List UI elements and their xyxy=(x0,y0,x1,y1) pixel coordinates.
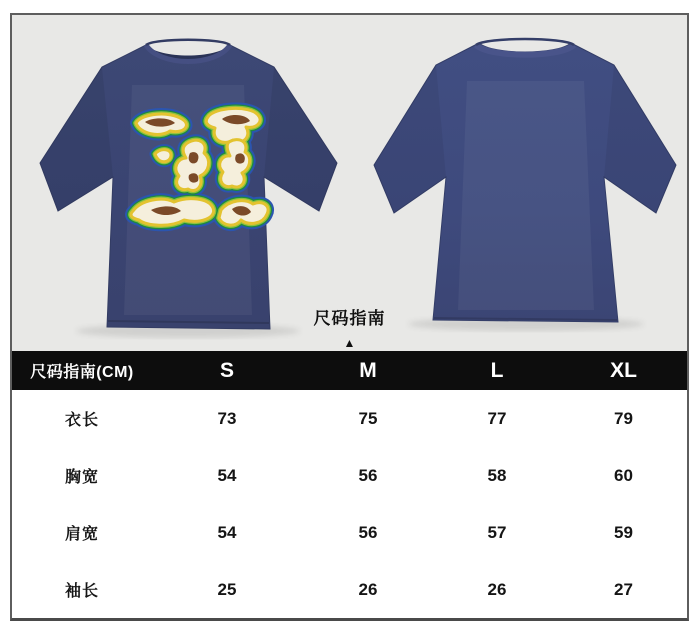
measurement-label: 袖长 xyxy=(64,583,99,600)
size-column-S: S xyxy=(219,358,234,382)
measurement-value: 77 xyxy=(487,408,507,428)
measurement-label: 衣长 xyxy=(64,412,99,429)
measurement-value: 79 xyxy=(614,408,633,428)
tshirt-back xyxy=(374,39,676,322)
measurement-value: 25 xyxy=(217,579,237,599)
size-column-M: M xyxy=(359,358,377,382)
triangle-up-icon: ▲ xyxy=(343,336,356,350)
measurement-value: 60 xyxy=(614,465,633,485)
tshirt-front xyxy=(40,40,337,329)
size-column-L: L xyxy=(490,358,504,382)
product-photo-area xyxy=(12,15,687,351)
tshirt-front-back-image xyxy=(12,15,687,351)
measurement-value: 26 xyxy=(358,579,378,599)
measurement-value: 59 xyxy=(614,522,633,542)
size-table xyxy=(12,390,687,618)
measurement-value: 57 xyxy=(487,522,507,542)
size-table-row xyxy=(12,390,687,447)
measurement-value: 54 xyxy=(217,522,237,542)
size-table-row xyxy=(12,504,687,561)
size-table-header-label: 尺码指南(CM) xyxy=(30,364,134,381)
size-guide-label: 尺码指南 xyxy=(313,309,386,328)
measurement-label: 肩宽 xyxy=(64,526,99,543)
measurement-value: 26 xyxy=(487,579,507,599)
measurement-value: 27 xyxy=(614,579,633,599)
measurement-label: 胸宽 xyxy=(64,469,99,486)
size-table-header xyxy=(12,351,687,390)
measurement-value: 73 xyxy=(217,408,237,428)
measurement-value: 58 xyxy=(487,465,507,485)
measurement-value: 54 xyxy=(217,465,237,485)
size-table-row xyxy=(12,447,687,504)
measurement-value: 56 xyxy=(358,522,378,542)
size-column-XL: XL xyxy=(610,358,637,382)
size-table-row xyxy=(12,561,687,618)
measurement-value: 75 xyxy=(358,408,378,428)
measurement-value: 56 xyxy=(358,465,378,485)
product-size-guide-panel xyxy=(10,13,689,621)
